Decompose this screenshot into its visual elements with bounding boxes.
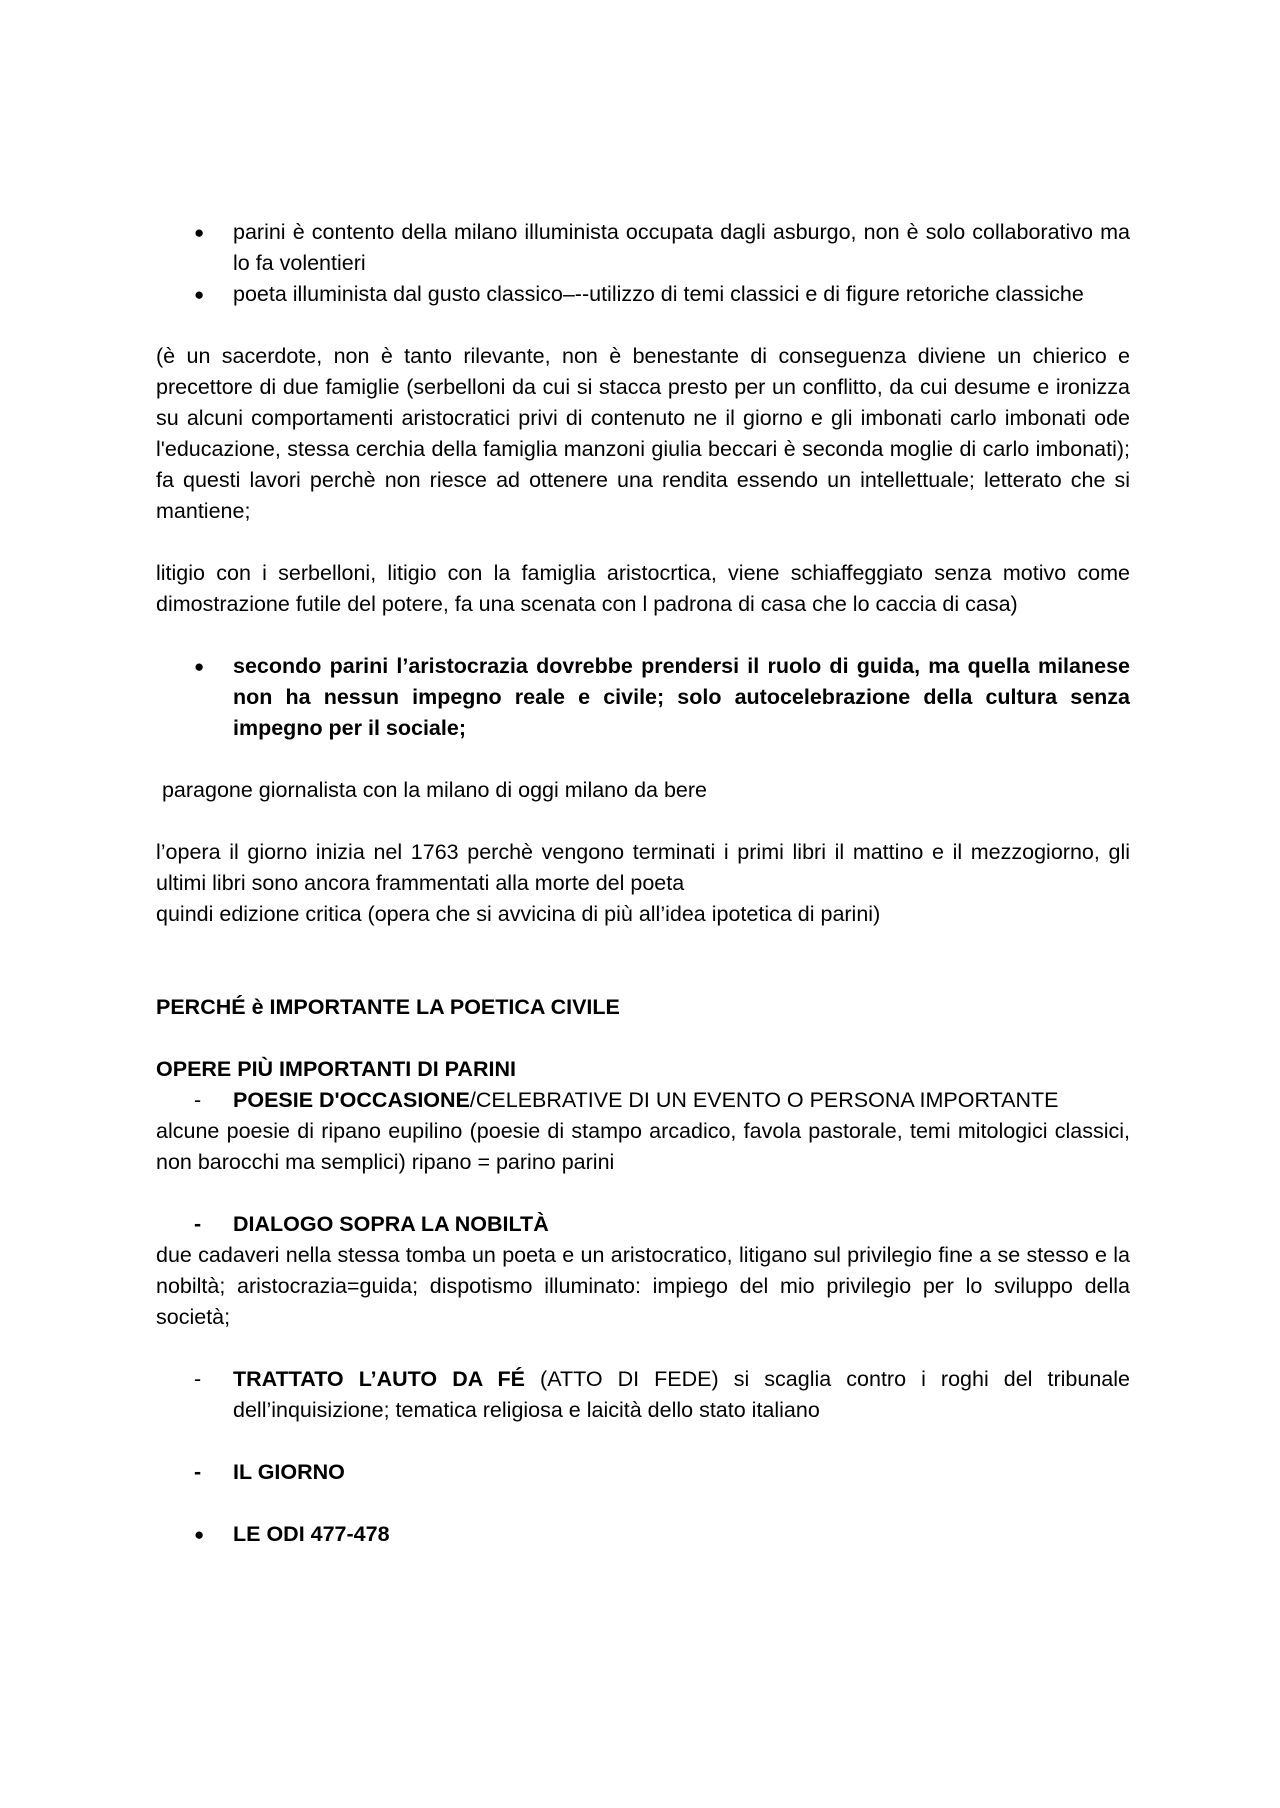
bullet-dot-icon: ● <box>194 1525 205 1544</box>
dash-marker: - <box>194 1212 202 1236</box>
paragraph-poesie-desc: alcune poesie di ripano eupilino (poesie di stampo arcadico, favola pastorale, temi mitologici classici, non barocchi ma semplici) ripano = parino parini <box>156 1119 1130 1174</box>
dash-marker: - <box>194 1460 202 1484</box>
document-page <box>156 217 1130 1550</box>
bullet-dot-icon: ● <box>194 657 205 676</box>
paragraph-biography: (è un sacerdote, non è tanto rilevante, non è benestante di conseguenza diviene un chierico e precettore di due famiglie (serbelloni da cui si stacca presto per un conflitto, da cui desume e ironizza su alcuni comportamenti aristocratici privi di contenuto ne il giorno e gli imbonati carlo imbonati ode l'educazione, stessa cerchia della famiglia manzoni giulia beccari è seconda moglie di carlo imbonati); fa questi lavori perchè non riesce ad ottenere una rendita essendo un intellettuale; letterato che si mantiene; <box>156 344 1130 523</box>
paragraph-dialogo-desc: due cadaveri nella stessa tomba un poeta e un aristocratico, litigano sul privilegio fine a se stesso e la nobiltà; aristocrazia=guida; dispotismo illuminato: impiego del mio privilegio per lo sviluppo della società; <box>156 1243 1130 1329</box>
bullet-dot-icon: ● <box>194 223 205 242</box>
heading-opere-parini: OPERE PIÙ IMPORTANTI DI PARINI <box>156 1057 516 1081</box>
dash-item-poesie <box>156 1085 1130 1116</box>
dash-item-trattato <box>156 1364 1130 1426</box>
odi-title: LE ODI 477-478 <box>233 1522 390 1546</box>
poesie-title: POESIE D'OCCASIONE <box>233 1088 470 1112</box>
paragraph-opera-giorno: l’opera il giorno inizia nel 1763 perchè vengono terminati i primi libri il mattino e il mezzogiorno, gli ultimi libri sono ancora frammentati alla morte del poeta <box>156 840 1130 895</box>
paragraph-edizione-critica: quindi edizione critica (opera che si avvicina di più all’idea ipotetica di parini) <box>156 902 881 926</box>
bullet-dot-icon: ● <box>194 285 205 304</box>
trattato-desc: (ATTO DI FEDE) si scaglia contro i roghi del tribunale dell’inquisizione; tematica religiosa e laicità dello stato italiano <box>233 1367 1130 1422</box>
dash-item-giorno <box>156 1457 1130 1488</box>
giorno-title: IL GIORNO <box>233 1460 345 1484</box>
bullet-item <box>156 279 1130 310</box>
dialogo-title: DIALOGO SOPRA LA NOBILTÀ <box>233 1212 549 1236</box>
paragraph-litigio: litigio con i serbelloni, litigio con la famiglia aristocrtica, viene schiaffeggiato senza motivo come dimostrazione futile del potere, fa una scenata con l padrona di casa che lo caccia di casa) <box>156 561 1130 616</box>
paragraph-paragone: paragone giornalista con la milano di oggi milano da bere <box>156 778 707 802</box>
dash-item-dialogo <box>156 1209 1130 1240</box>
bullet-text: poeta illuminista dal gusto classico–--utilizzo di temi classici e di figure retoriche classiche <box>233 282 1084 306</box>
trattato-title: TRATTATO L’AUTO DA FÉ <box>233 1367 525 1391</box>
bullet-item <box>156 217 1130 279</box>
poesie-subtitle: /CELEBRATIVE DI UN EVENTO O PERSONA IMPORTANTE <box>469 1088 1059 1112</box>
bullet-text: secondo parini l’aristocrazia dovrebbe prendersi il ruolo di guida, ma quella milanese non ha nessun impegno reale e civile; solo autocelebrazione della cultura senza impegno per il sociale; <box>233 654 1130 740</box>
bullet-text: parini è contento della milano illuminista occupata dagli asburgo, non è solo collaborativo ma lo fa volentieri <box>233 220 1130 275</box>
bullet-item-bold <box>156 651 1130 744</box>
dash-marker: - <box>194 1088 202 1112</box>
dash-marker: - <box>194 1367 202 1391</box>
heading-poetica-civile: PERCHÉ è IMPORTANTE LA POETICA CIVILE <box>156 995 620 1019</box>
bullet-item-odi <box>156 1519 1130 1550</box>
